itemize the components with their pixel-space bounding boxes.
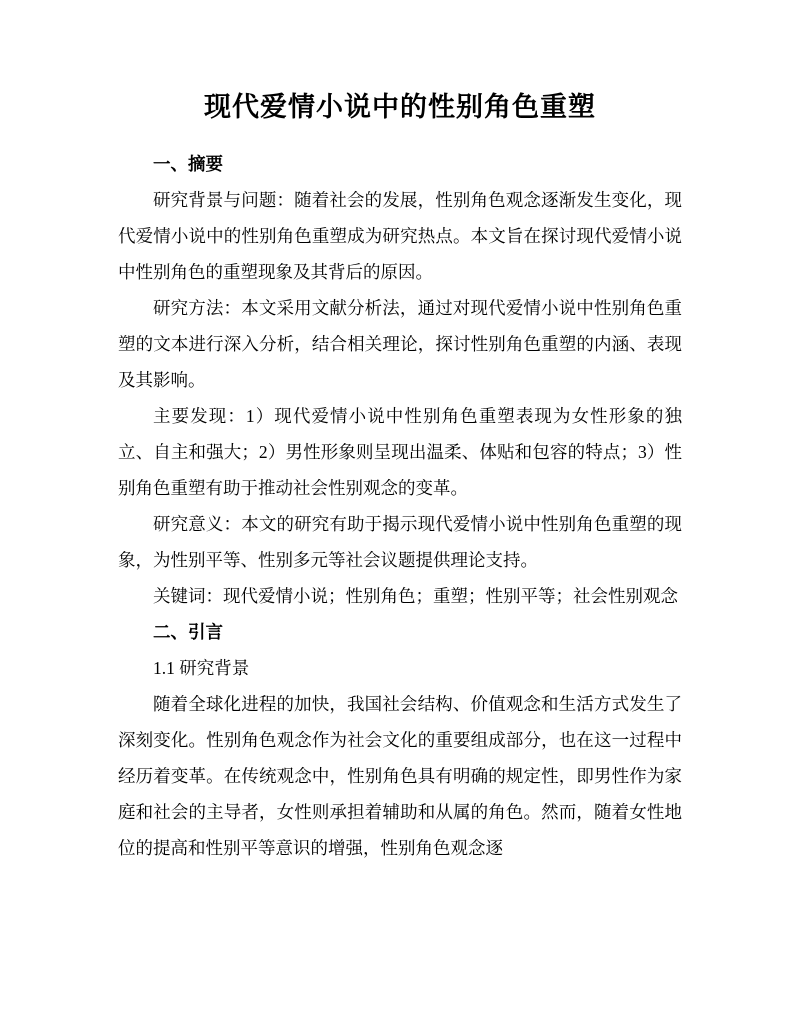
- document-title: 现代爱情小说中的性别角色重塑: [204, 92, 596, 122]
- paragraph-introduction-background: 随着全球化进程的加快，我国社会结构、价值观念和生活方式发生了深刻变化。性别角色观念作为社会文化的重要组成部分，也在这一过程中经历着变革。在传统观念中，性别角色具有明确的规定性，即男性作为家庭和社会的主导者，女性则承担着辅助和从属的角色。然而，随着女性地位的提高和性别平等意识的增强，性别角色观念逐: [118, 694, 682, 858]
- paragraph-keywords: 关键词：现代爱情小说；性别角色；重塑；性别平等；社会性别观念: [153, 586, 678, 606]
- paragraph-research-significance: 研究意义：本文的研究有助于揭示现代爱情小说中性别角色重塑的现象，为性别平等、性别多元等社会议题提供理论支持。: [118, 514, 682, 570]
- paragraph-research-method: 研究方法：本文采用文献分析法，通过对现代爱情小说中性别角色重塑的文本进行深入分析，结合相关理论，探讨性别角色重塑的内涵、表现及其影响。: [118, 298, 682, 390]
- heading-introduction: 二、引言: [153, 622, 223, 642]
- paragraph-research-background-problem: 研究背景与问题：随着社会的发展，性别角色观念逐渐发生变化，现代爱情小说中的性别角色重塑成为研究热点。本文旨在探讨现代爱情小说中性别角色的重塑现象及其背后的原因。: [118, 190, 682, 282]
- subheading-research-background: 1.1 研究背景: [153, 658, 250, 678]
- paragraph-main-findings: 主要发现：1）现代爱情小说中性别角色重塑表现为女性形象的独立、自主和强大；2）男性形象则呈现出温柔、体贴和包容的特点；3）性别角色重塑有助于推动社会性别观念的变革。: [118, 406, 682, 498]
- heading-abstract: 一、摘要: [153, 154, 223, 174]
